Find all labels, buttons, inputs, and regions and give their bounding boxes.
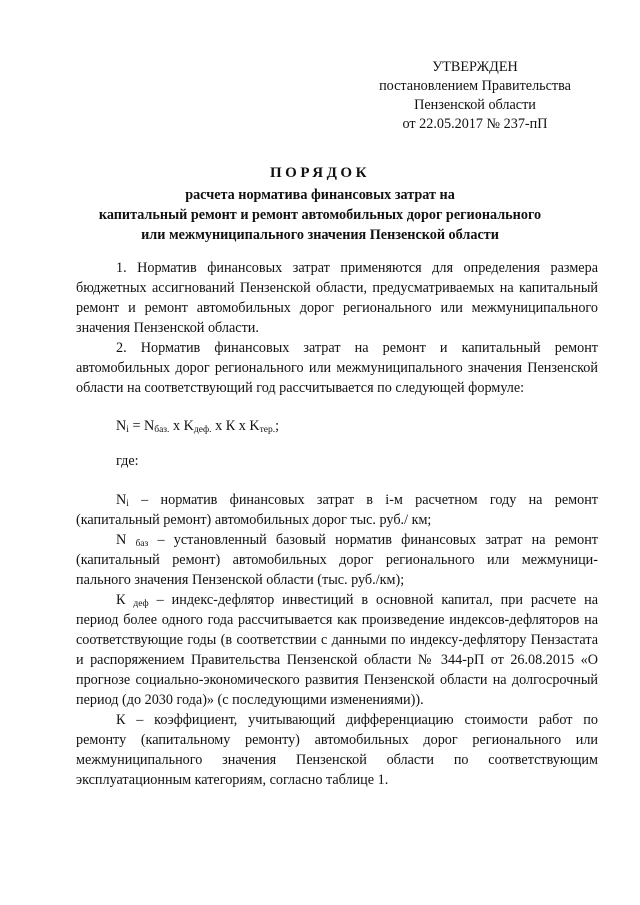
formula-n-sub: i: [126, 425, 129, 435]
document-title: [60, 163, 580, 245]
definition-nbaz: [76, 530, 598, 590]
def-nbaz-sub: баз: [135, 539, 149, 549]
title-word: ПОРЯДОК: [270, 165, 370, 181]
title-line-3: или межмуниципального значения Пензенской области: [141, 227, 499, 243]
title-line-2: капитальный ремонт и ремонт автомобильных дорог регионального: [98, 207, 542, 223]
def-ni-sub: i: [126, 499, 129, 509]
approved-heading: УТВЕРЖДЕН: [432, 59, 518, 75]
approved-by: постановлением Правительства: [379, 78, 571, 94]
def-kdef-symbol: К: [116, 592, 134, 608]
paragraph-2: 2. Норматив финансовых затрат на ремонт и капитальный ремонт автомобильных дорог регионального или межмуниципального значения Пензенской области на соответствующий год рассчитывается по следующей формуле:: [76, 340, 598, 396]
formula-ter-sub: тер.: [259, 425, 276, 435]
formula-end: ;: [275, 418, 280, 434]
where-label: где:: [116, 453, 139, 469]
formula-baz-sub: баз.: [154, 425, 170, 435]
def-ni-symbol: N: [116, 492, 127, 508]
def-nbaz-symbol: N: [116, 532, 136, 548]
formula-x2: х К х K: [211, 418, 260, 434]
def-kdef-sub: деф: [133, 599, 149, 609]
formula: [76, 416, 598, 436]
def-nbaz-text: – установленный базовый норматив финансовых затрат на ремонт (капитальный ремонт) автомобильных дорог регионального или межмуници-пального значения Пензенской области (тыс. руб./км);: [76, 532, 598, 588]
definition-ni: [76, 490, 598, 530]
definition-k: К – коэффициент, учитывающий дифференциацию стоимости работ по ремонту (капитальному ремонту) автомобильных дорог регионального или межмуниципального значения Пензенской области по соответствующим эксплуатационным категориям, согласно таблице 1.: [76, 712, 598, 788]
approval-stamp: [355, 58, 595, 134]
approved-date-number: от 22.05.2017 № 237-пП: [402, 116, 548, 132]
formula-x1: х K: [169, 418, 194, 434]
definition-kdef: [76, 590, 598, 710]
approved-region: Пензенской области: [414, 97, 536, 113]
title-line-1: расчета норматива финансовых затрат на: [185, 187, 455, 203]
document-body: [76, 258, 598, 790]
formula-def-sub: деф.: [193, 425, 212, 435]
paragraph-1: 1. Норматив финансовых затрат применяются для определения размера бюджетных ассигнований Пензенской области, предусматриваемых на капитальный ремонт и ремонт автомобильных дорог регионального или межмуниципального значения Пензенской области.: [76, 260, 598, 336]
formula-eq: = N: [128, 418, 155, 434]
def-ni-text: – норматив финансовых затрат в i-м расчетном году на ремонт (капитальный ремонт) автомобильных дорог тыс. руб./ км;: [76, 492, 598, 528]
formula-n: N: [116, 418, 127, 434]
def-kdef-text: – индекс-дефлятор инвестиций в основной капитал, при расчете на период более одного года рассчитывается как произведение индексов-дефляторов на соответствующие годы (в соответствии с данными по индексу-дефлятору Пензастата и распоряжением Правительства Пензенской области № 344-рП от 26.08.2015 «О прогнозе социально-экономического развития Пензенской области на долгосрочный период (до 2030 года)» (с последующими изменениями)).: [76, 592, 598, 708]
